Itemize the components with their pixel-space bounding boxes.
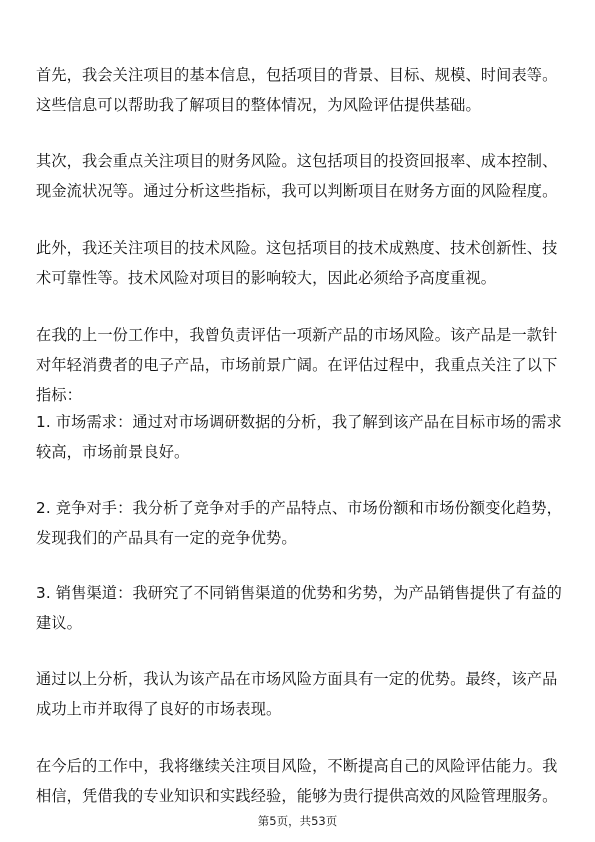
paragraph-sales-channels: 3. 销售渠道：我研究了不同销售渠道的优势和劣势，为产品销售提供了有益的建议。 [36, 584, 562, 632]
paragraph-basic-info: 首先，我会关注项目的基本信息，包括项目的背景、目标、规模、时间表等。这些信息可以帮助我了解项目的整体情况，为风险评估提供基础。 [36, 66, 558, 114]
paragraph-market-demand: 1. 市场需求：通过对市场调研数据的分析，我了解到该产品在目标市场的需求较高，市场前景良好。 [36, 413, 562, 461]
paragraph-future-work: 在今后的工作中，我将继续关注项目风险，不断提高自己的风险评估能力。我相信，凭借我的专业知识和实践经验，能够为贵行提供高效的风险管理服务。 [36, 757, 558, 805]
paragraph-financial-risk: 其次，我会重点关注项目的财务风险。这包括项目的投资回报率、成本控制、现金流状况等。通过分析这些指标，我可以判断项目在财务方面的风险程度。 [36, 152, 558, 200]
paragraph-technical-risk: 此外，我还关注项目的技术风险。这包括项目的技术成熟度、技术创新性、技术可靠性等。技术风险对项目的影响较大，因此必须给予高度重视。 [36, 239, 558, 287]
page-number-footer: 第5页，共53页 [257, 814, 338, 828]
paragraph-previous-work: 在我的上一份工作中，我曾负责评估一项新产品的市场风险。该产品是一款针对年轻消费者的电子产品，市场前景广阔。在评估过程中，我重点关注了以下指标： [36, 326, 558, 404]
paragraph-conclusion: 通过以上分析，我认为该产品在市场风险方面具有一定的优势。最终，该产品成功上市并取得了良好的市场表现。 [36, 670, 558, 718]
paragraph-competitors: 2. 竞争对手：我分析了竞争对手的产品特点、市场份额和市场份额变化趋势，发现我们的产品具有一定的竞争优势。 [36, 499, 562, 547]
